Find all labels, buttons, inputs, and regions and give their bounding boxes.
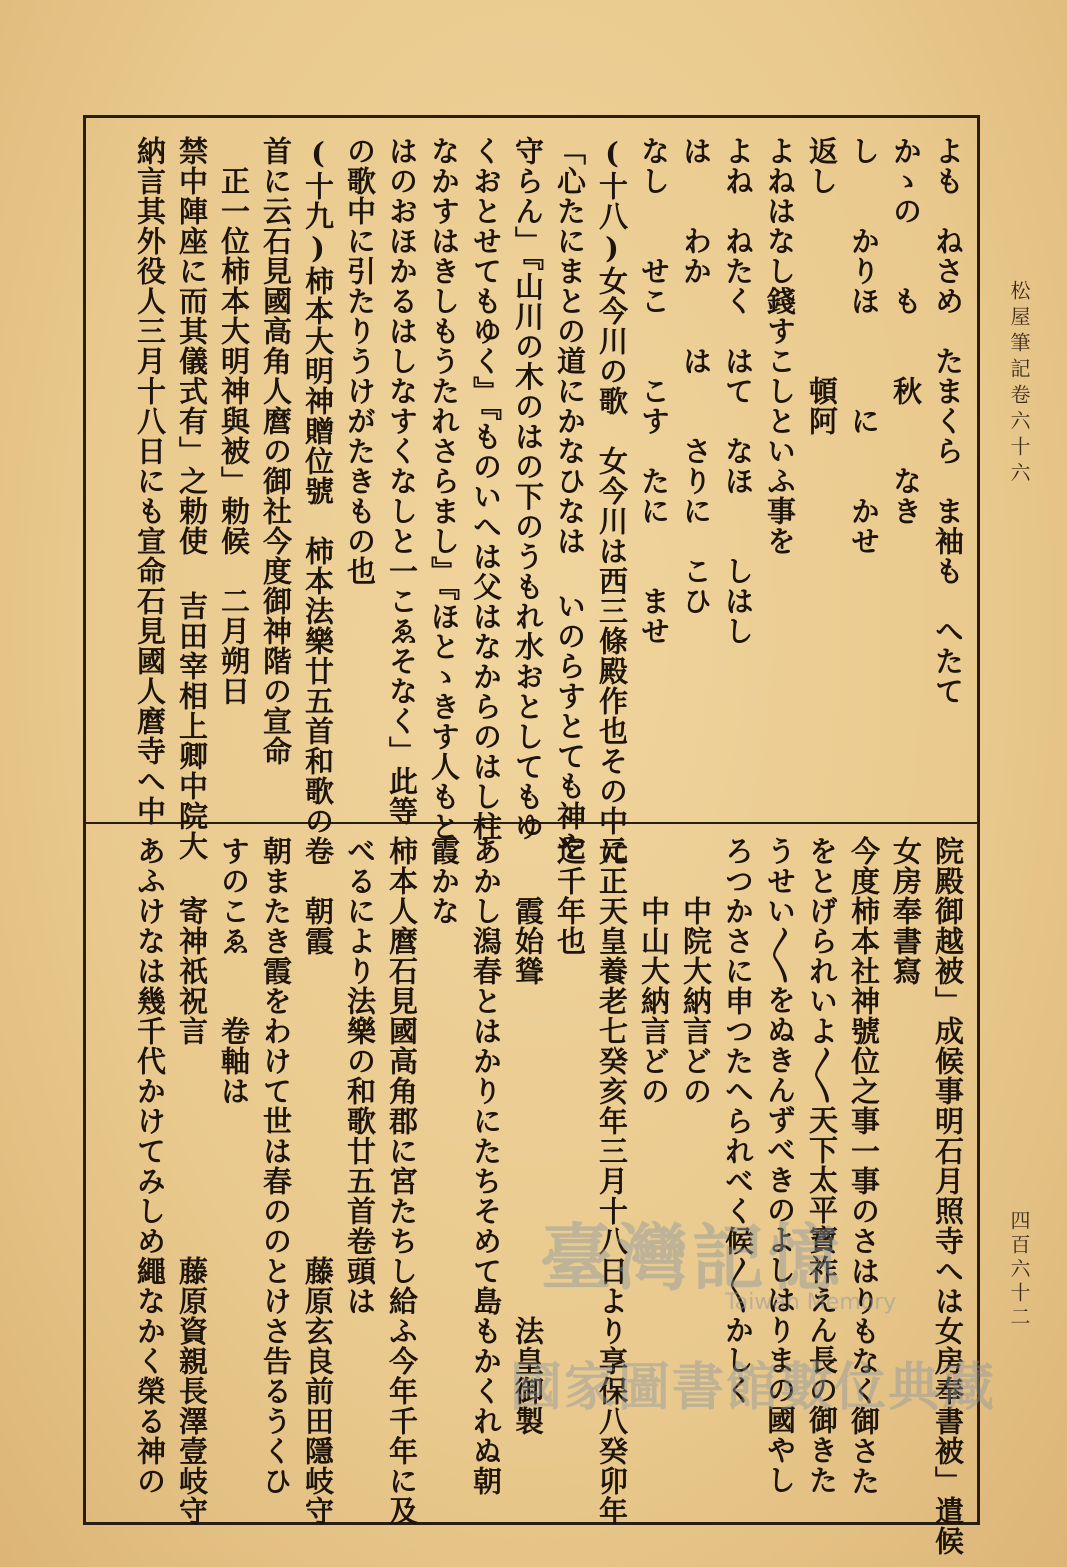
text-column: よも ねさめ たまくら ま袖も へたて <box>931 136 965 706</box>
text-column: 迄千年也 <box>553 836 587 956</box>
text-column: 女房奉書寫 <box>889 836 923 986</box>
text-column: 守らん」『山川の木のはの下のうもれ水おとしてもゆ <box>511 136 545 842</box>
text-column: 霞かな <box>427 836 461 926</box>
text-column: 首に云石見國高角人麿の御社今度御神階の宣命 <box>259 136 293 766</box>
watermark-organization: 國家圖書館數位典藏 <box>510 1358 997 1418</box>
text-column: 元正天皇養老七癸亥年三月十八日より享保八癸卯年 <box>595 836 629 1526</box>
text-column: 柿本人麿石見國高角郡に宮たちし給ふ今年千年に及 <box>385 836 419 1526</box>
text-column: 返し 頓阿 <box>805 136 839 436</box>
text-column: 朝またき霞をわけて世は春ののとけさ告るうくひ <box>259 836 293 1496</box>
text-column: の歌中に引たりうけがたきもの也 <box>343 136 377 586</box>
text-column: すのこゑ 卷軸は <box>217 836 251 1106</box>
text-column: よね ねたく はて なほ しはし <box>721 136 755 646</box>
text-column: 「心たにまとの道にかなひなは いのらすとても神や <box>553 136 587 861</box>
text-column: をとげられいよ〳〵天下太平寶祚えん長の御きた <box>805 836 839 1495</box>
text-column: かゝの も 秋 なき <box>889 136 923 526</box>
text-column: 中山大納言どの <box>637 836 671 1106</box>
page-number: 四百六十二 <box>1007 1210 1031 1330</box>
text-column: くおとせてもゆく』『ものいへは父はなからのはし柱 <box>469 136 503 842</box>
text-column: 禁中陣座に而其儀式有」之勅使 吉田宰相上卿中院大 <box>175 136 209 861</box>
text-column: 今度柿本社神號位之事一事のさはりもなく御さた <box>847 836 881 1496</box>
text-column: 寄神祇祝言 藤原資親長澤壹岐守 <box>175 836 209 1526</box>
text-column: 納言其外役人三月十八日にも宣命石見國人麿寺へ中 <box>133 136 167 826</box>
text-column: 正一位柿本大明神與被」勅候 二月朔日 <box>217 136 251 706</box>
text-column: なかすはきしもうたれさらまし』『ほとゝきす人もと <box>427 136 461 842</box>
watermark-logo: 臺灣記憶 <box>540 1215 845 1300</box>
text-column: 朝霞 藤原玄良前田隱岐守 <box>301 836 335 1526</box>
text-column: よねはなし錢すこしといふ事を <box>763 136 797 556</box>
text-column: あかし潟春とはかりにたちそめて島もかくれぬ朝 <box>469 836 503 1496</box>
text-column: (十八)女今川の歌 女今川は西三條殿作也その中に <box>595 136 629 866</box>
text-column: 霞始聳 法皇御製 <box>511 836 545 1436</box>
text-column: は わか は さりに こひ <box>679 136 713 616</box>
running-head: 松屋筆記卷六十六 <box>1007 280 1031 488</box>
text-column: 中院大納言どの <box>679 836 713 1106</box>
text-column: あふけなは幾千代かけてみしめ繩なかく榮る神の <box>133 836 167 1496</box>
watermark-subtitle: Taiwan Memory <box>725 1290 897 1315</box>
text-column: はのおほかるはしなすくなしと一こゑそなく」此等 <box>385 136 419 826</box>
text-column: し かりほ に かせ <box>847 136 881 556</box>
text-column: うせい〳〵をぬきんずべきのよしはりまの國やし <box>763 836 797 1495</box>
text-column: べるにより法樂の和歌廿五首卷頭は <box>343 836 377 1316</box>
text-column: 院殿御越被」成候事明石月照寺へは女房奉書被」遣候 <box>931 836 965 1556</box>
text-column: ろつかさに申つたへられべく候〳〵かしく <box>721 836 755 1405</box>
text-column: なし せこ こす たに ませ <box>637 136 671 646</box>
text-column: (十九)柿本大明神贈位號 柿本法樂廿五首和歌の卷 <box>301 136 335 866</box>
